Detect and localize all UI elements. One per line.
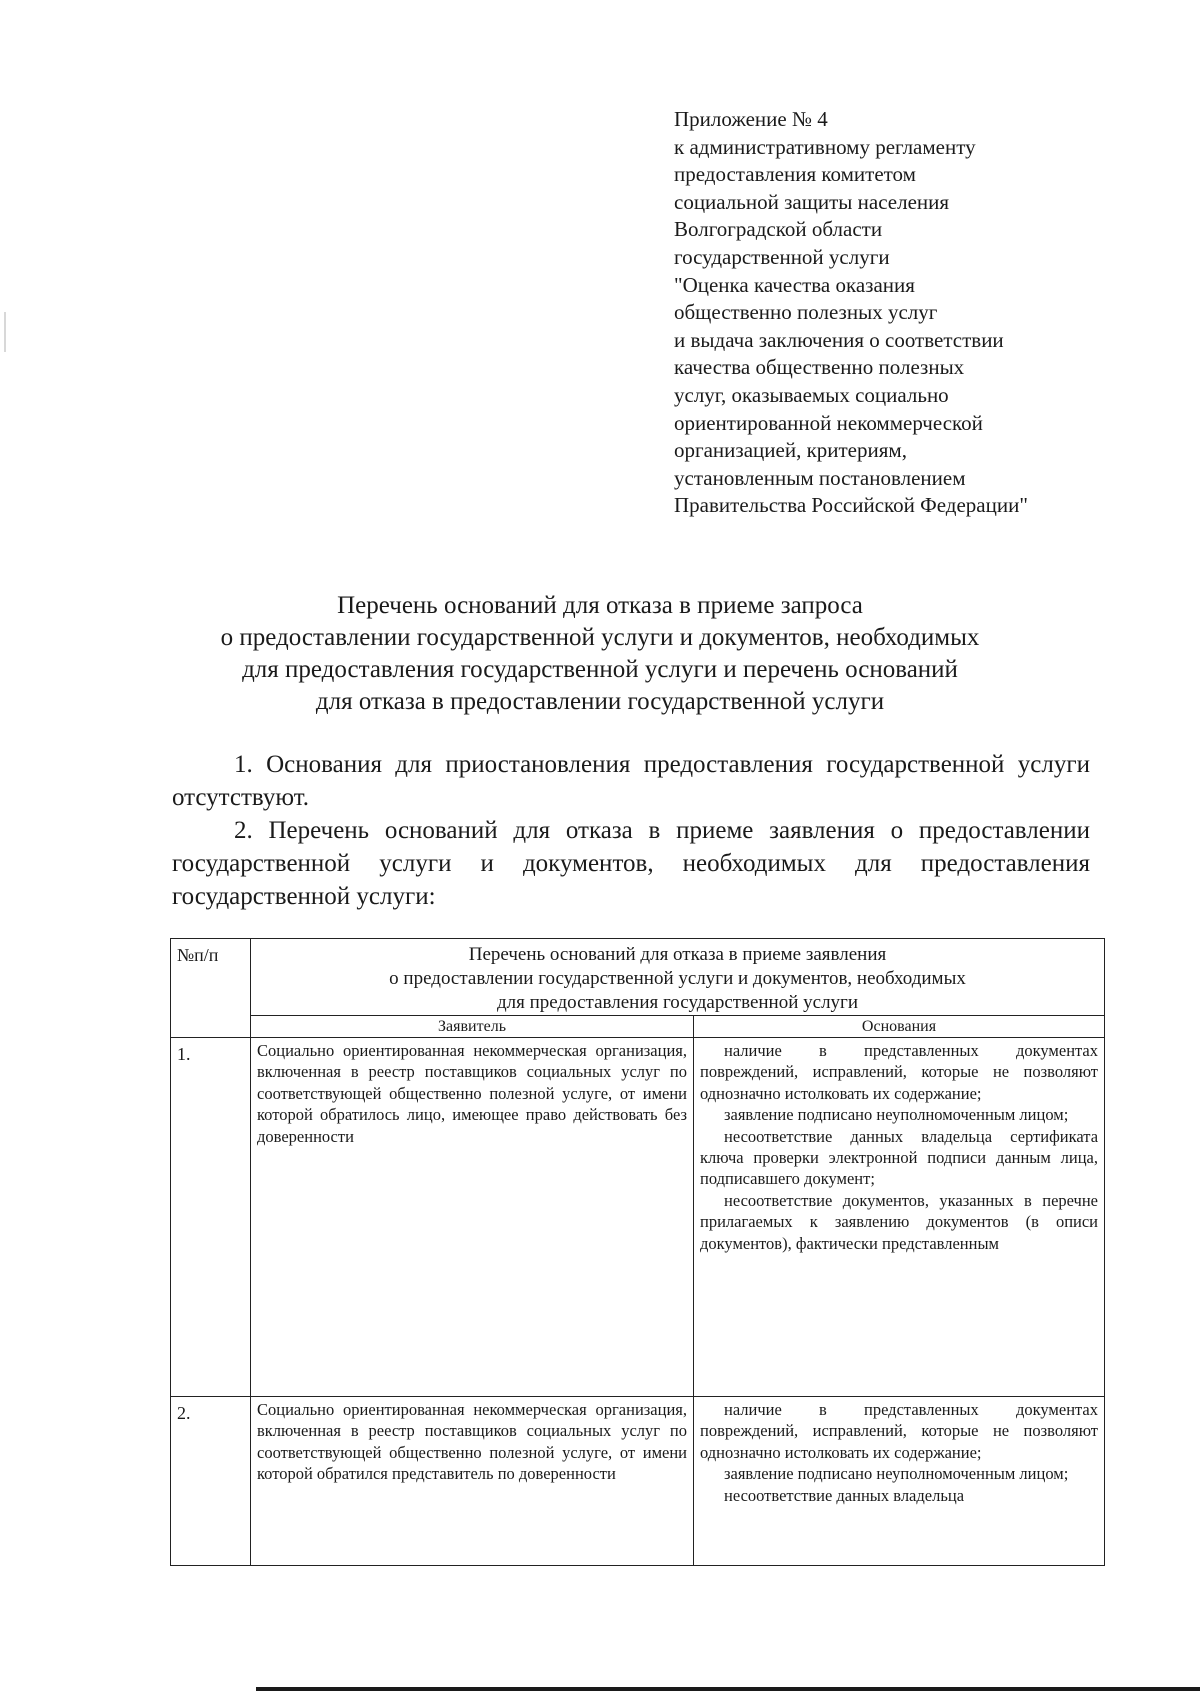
row-number: 2. — [171, 1397, 251, 1566]
title-line: Перечень оснований для отказа в приеме запроса — [337, 592, 863, 619]
body-text — [172, 748, 1090, 913]
row-number: 1. — [171, 1038, 251, 1397]
applicant-cell — [251, 1397, 694, 1566]
grounds-column-header: Основания — [694, 1016, 1105, 1038]
main-header — [251, 939, 1105, 1016]
ground-item: несоответствие данных владельца — [724, 1485, 965, 1505]
main-header-line: для предоставления государственной услуги — [496, 992, 859, 1013]
num-header: №п/п — [171, 939, 251, 1038]
appendix-line: ориентированной некоммерческой — [674, 410, 983, 435]
appendix-line: государственной услуги — [674, 244, 890, 269]
ground-item: заявление подписано неуполномоченным лицом; — [724, 1464, 1069, 1484]
ground-item: несоответствие документов, указанных в перечне прилагаемых к заявлению документов (в описи документов), фактически представленным — [700, 1190, 1099, 1253]
title-line: для предоставления государственной услуги и перечень оснований — [242, 656, 958, 683]
title-line: о предоставлении государственной услуги и документов, необходимых — [220, 624, 980, 651]
appendix-line: Волгоградской области — [674, 217, 883, 242]
paragraph-1: 1. Основания для приостановления предоставления государственной услуги отсутствуют. — [172, 751, 1090, 811]
title-line: для отказа в предоставлении государственной услуги — [315, 688, 885, 715]
appendix-line: и выдача заключения о соответствии — [674, 327, 1004, 352]
applicant-text: Социально ориентированная некоммерческая организация, включенная в реестр поставщиков социальных услуг по соответствующей общественно полезной услуге, от имени которой обратился представитель по доверенности — [257, 1400, 687, 1484]
appendix-line: установленным постановлением — [674, 465, 966, 490]
appendix-line: качества общественно полезных — [674, 355, 965, 380]
appendix-block — [674, 106, 1114, 520]
table-header-row — [171, 939, 1105, 1016]
appendix-line: общественно полезных услуг — [674, 300, 938, 325]
page-bottom-rule — [256, 1687, 1200, 1691]
grounds-cell — [694, 1397, 1105, 1566]
ground-item: заявление подписано неуполномоченным лицом; — [724, 1105, 1069, 1125]
document-title — [150, 590, 1050, 718]
paragraph-2: 2. Перечень оснований для отказа в приеме заявления о предоставлении государственной услуги и документов, необходимых для предоставления государственной услуги: — [172, 817, 1090, 910]
grounds-table — [170, 938, 1105, 1566]
appendix-line: услуг, оказываемых социально — [674, 382, 949, 407]
applicant-cell — [251, 1038, 694, 1397]
appendix-line: Приложение № 4 — [674, 107, 828, 131]
appendix-line: Правительства Российской Федерации" — [674, 493, 1028, 518]
main-header-line: Перечень оснований для отказа в приеме заявления — [468, 944, 887, 965]
main-header-line: о предоставлении государственной услуги и документов, необходимых — [389, 968, 966, 989]
scan-artifact — [4, 312, 6, 352]
appendix-line: социальной защиты населения — [674, 189, 950, 214]
ground-item: наличие в представленных документах повреждений, исправлений, которые не позволяют однозначно истолковать их содержание; — [700, 1400, 1099, 1462]
applicant-column-header: Заявитель — [251, 1016, 694, 1038]
table-row — [171, 1038, 1105, 1397]
table-subheader-row — [171, 1016, 1105, 1038]
appendix-line: организацией, критериям, — [674, 438, 907, 463]
ground-item: наличие в представленных документах повреждений, исправлений, которые не позволяют однозначно истолковать их содержание; — [700, 1041, 1099, 1103]
appendix-line: к административному регламенту — [674, 134, 976, 159]
table-row — [171, 1397, 1105, 1566]
appendix-line: предоставления комитетом — [674, 162, 916, 187]
ground-item: несоответствие данных владельца сертификата ключа проверки электронной подписи данным лица, подписавшего документ; — [700, 1126, 1099, 1189]
applicant-text: Социально ориентированная некоммерческая организация, включенная в реестр поставщиков социальных услуг по соответствующей общественно полезной услуге, от имени которой обратилось лицо, имеющее право действовать без доверенности — [257, 1041, 687, 1146]
grounds-cell — [694, 1038, 1105, 1397]
appendix-line: "Оценка качества оказания — [674, 272, 915, 297]
